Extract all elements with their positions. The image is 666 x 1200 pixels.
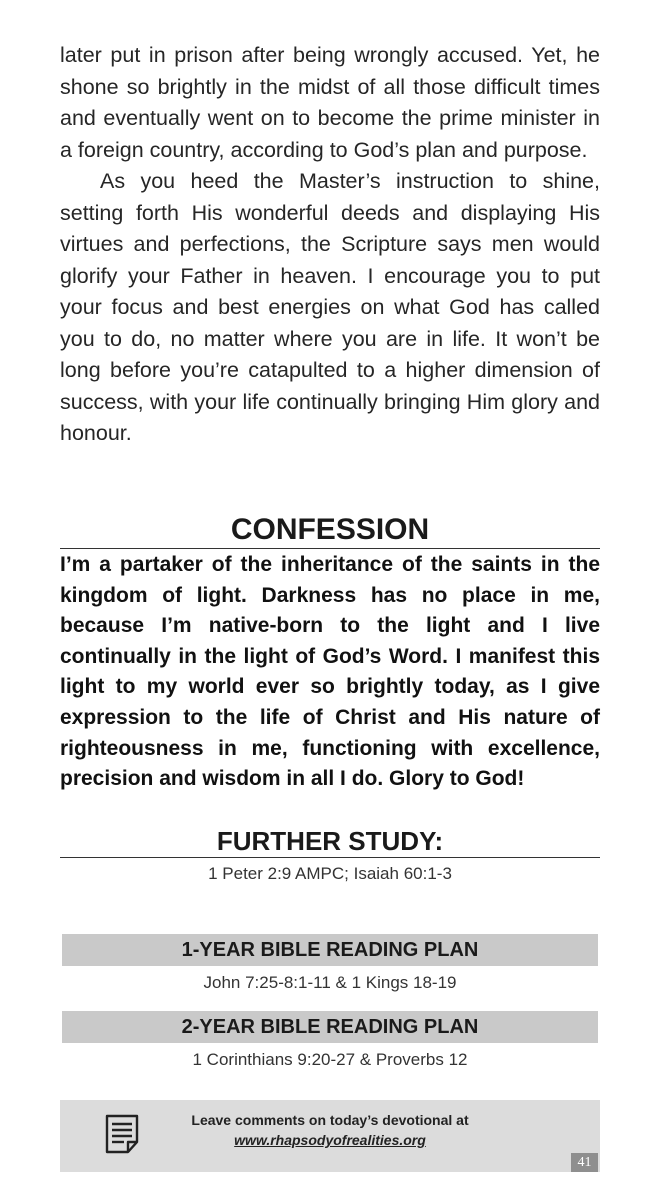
comments-prompt: Leave comments on today’s devotional at xyxy=(191,1112,469,1128)
one-year-plan-passages: John 7:25-8:1-11 & 1 Kings 18-19 xyxy=(203,973,457,992)
document-icon xyxy=(104,1113,140,1155)
page-number: 41 xyxy=(571,1153,598,1172)
comments-footer xyxy=(60,1100,600,1172)
further-study-divider xyxy=(60,857,600,858)
confession-text: I’m a partaker of the inheritance of the saints in the kingdom of light. Darkness has no place in me, because I’m native-born to the light and I live continually in the light of God’s Word. I manifest this light to my world ever so brightly today, as I give expression to the life of Christ and His nature of righteousness in me, functioning with excellence, precision and wisdom in all I do. Glory to God! xyxy=(60,553,600,791)
two-year-plan-heading: 2-YEAR BIBLE READING PLAN xyxy=(62,1011,598,1043)
body-text xyxy=(60,40,600,450)
website-link[interactable]: www.rhapsodyofrealities.org xyxy=(234,1132,426,1148)
further-study-references: 1 Peter 2:9 AMPC; Isaiah 60:1-3 xyxy=(208,864,452,883)
two-year-plan-passages: 1 Corinthians 9:20-27 & Proverbs 12 xyxy=(192,1050,468,1069)
confession-divider xyxy=(60,548,600,549)
body-paragraph-1: later put in prison after being wrongly accused. Yet, he shone so brightly in the midst of all those difficult times and eventually went on to become the prime minister in a foreign country, according to God’s plan and purpose. xyxy=(60,43,600,162)
confession-heading: CONFESSION xyxy=(230,513,430,546)
further-study-heading: FURTHER STUDY: xyxy=(216,826,444,856)
body-paragraph-2: As you heed the Master’s instruction to shine, setting forth His wonderful deeds and displaying His virtues and perfections, the Scripture says men would glorify your Father in heaven. I encourage you to put your focus and best energies on what God has called you to do, no matter where you are in life. It won’t be long before you’re catapulted to a higher dimension of success, with your life continually bringing Him glory and honour. xyxy=(60,169,600,445)
one-year-plan-heading: 1-YEAR BIBLE READING PLAN xyxy=(62,934,598,966)
